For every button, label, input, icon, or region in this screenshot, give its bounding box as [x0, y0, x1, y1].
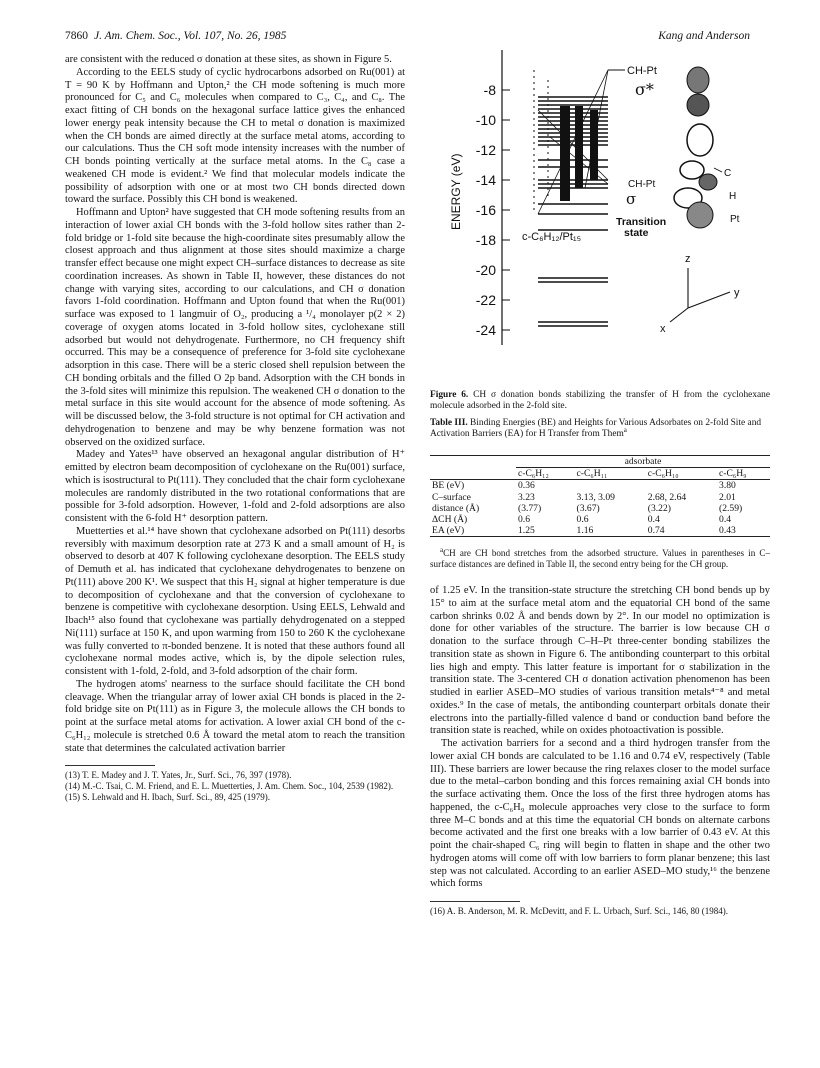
band-block: [575, 106, 583, 188]
tick-label: -16: [475, 202, 496, 218]
tick-label: -22: [475, 292, 496, 308]
table-corner: [430, 456, 516, 468]
orbital-lobe: [699, 174, 717, 190]
table-cell: 3.13, 3.09: [576, 491, 615, 503]
table-header-cell: c-C₆H₁₂: [516, 468, 575, 480]
label-platinum: Pt: [730, 214, 740, 225]
label-state: state: [624, 227, 649, 239]
table-cell: [575, 480, 646, 492]
orbital-lobe: [687, 94, 709, 116]
pointer-line: [714, 168, 722, 172]
label-hydrogen: H: [729, 191, 737, 202]
table-note-text: CH are CH bond stretches from the adsorbed structure. Values in parentheses in C–surface distances are defined in Table II, the second entry being for the CH group.: [430, 548, 770, 569]
label-x: x: [660, 323, 666, 335]
table-cell: 0.4: [647, 514, 660, 526]
label-transition: Transition: [616, 216, 667, 228]
row-label: BE (eV): [432, 480, 465, 492]
table-row: [430, 480, 770, 492]
table-title-text: Binding Energies (BE) and Heights for Various Adsorbates on 2-fold Site and Activation Barriers (EA) for H Transfer from Them: [430, 418, 762, 440]
caption-number: Figure 6.: [430, 390, 469, 400]
orbital-sketch-top: [687, 67, 713, 156]
label-carbon: C: [724, 168, 732, 179]
table-cell: 3.23: [518, 491, 535, 503]
table-cell: [646, 480, 717, 492]
y-axis: [688, 292, 730, 308]
footnote: (14) M.-C. Tsai, C. M. Friend, and E. L. Muetterties, J. Am. Chem. Soc., 104, 2539 (1982).: [65, 781, 394, 792]
table-header-cell: c-C₆H₉: [717, 468, 770, 480]
tick-label: -20: [475, 262, 496, 278]
orbital-lobe: [687, 124, 713, 156]
row-label: C–surface: [432, 491, 471, 503]
table-row: [430, 525, 770, 537]
footnote: (16) A. B. Anderson, M. R. McDevitt, and F. L. Urbach, Surf. Sci., 146, 80 (1984).: [430, 906, 729, 916]
label-sigma: σ: [626, 190, 637, 208]
footnote: (15) S. Lehwald and H. Ibach, Surf. Sci., 89, 425 (1979).: [65, 791, 270, 802]
label-chpt-bonding: CH-Pt: [628, 179, 656, 190]
header-left: [65, 30, 286, 42]
right-column: [430, 585, 770, 917]
header-authors: Kang and Anderson: [658, 30, 750, 42]
figure-caption: [430, 390, 770, 413]
table-title-footnote-mark: a: [623, 426, 627, 435]
caption-text: CH σ donation bonds stabilizing the transfer of H from the cyclohexane molecule adsorbed in the 2-fold site.: [430, 390, 771, 412]
energy-level-diagram: [430, 40, 770, 385]
table-cell: 0.43: [717, 525, 770, 537]
label-y: y: [734, 287, 740, 299]
row-label: distance (Å): [432, 502, 480, 514]
table-cell: (3.77): [518, 502, 542, 514]
table-row: [430, 503, 770, 514]
orbital-lobe: [680, 161, 704, 179]
footnote: (13) T. E. Madey and J. T. Yates, Jr., Surf. Sci., 76, 397 (1978).: [65, 770, 292, 781]
paragraph: Hoffmann and Upton² have suggested that CH mode softening results from an interaction of lower axial CH bonds with the 3-fold hollow sites rather than 2-fold bridge or 1-fold site because the high-coordinate sites presumably allow the closest approach and thus alignment at those sites should maximize a charge transfer effect because one might expect CH–surface distances to decrease as site coordination increases. As shown in Table II, however, these distances do not change with varying sites, according to our calculations, and CH σ donation favors 1-fold coordination. Hoffmann and Upton found that when the Ru(001) surface was exposed to 1 langmuir of O₂, producing a ¹/₄ monolayer p(2 × 2) coverage of oxygen atoms located in 3-fold hollow sites, cyclohexane still adsorbed but would not dehydrogenate. Furthermore, no CH frequency shift occurred. This may be a consequence of preference for 3-fold site cyclohexane adsorption in this case. There will be a steric closed shell repulsion between the CH bonding orbitals and the filled O 2p band. Adsorption with the CH bonds in the 3-fold sites will minimize this repulsion. The weakened CH σ donation to the metal surface in this site would account for the absence of mode softening. As will be discussed below, the 3-fold structure is not optimal for CH activation and dehydrogenation to benzene and may be why benzene formation was not observed on the oxidized surface.: [65, 207, 405, 448]
table-header-cell: c-C₆H₁₀: [646, 468, 717, 480]
label-chpt-antibonding: CH-Pt: [627, 65, 657, 77]
coordinate-axes: [670, 268, 730, 322]
tick-label: -18: [475, 232, 496, 248]
table-cell: (3.67): [576, 502, 600, 514]
row-label: EA (eV): [430, 525, 516, 537]
paragraph: According to the EELS study of cyclic hydrocarbons adsorbed on Ru(001) at T = 90 K by Hoffmann and Upton,² the CH mode softening is much more pronounced for C₅ and C₆ molecules when compared to C₃, C₄, and C₈. The exact fitting of CH bonds on the hexagonal surface lattice gives the enhanced lower energy peak intensity because the CH to metal σ donation is maximized when the CH bonds are aimed directly at the surface metal atoms, according to our calculations. Thus the CH soft mode intensity increases with the number of CH bonds pointing vertically at the surface metal atoms. In the C₈ case a weakened CH mode is evident.² We find that molecular models indicate the possibility of adsorption with one or at most two CH bonds directed down toward the surface. Possibly this CH bond is weakened.: [65, 66, 405, 206]
paragraph: of 1.25 eV. In the transition-state structure the stretching CH bond bends up by 15° to aim at the surface metal atom and the equatorial CH bond of the same carbon shrinks 0.02 Å and bends down by 2°. In our model no optimization is done for other variables of the structure. The barrier is low because CH σ donation to the surface through C–H–Pt three-center bonding stabilizes the transition state as shown in Figure 6. The antibonding counterpart to this orbital lies high and empty. This latter feature is important for σ stabilization in the transition state. The 3-centered CH σ donation activation phenomenon has been studied in earlier ASED–MO studies of various transition metals⁴⁻⁸ and metal oxides.⁹ In the case of metals, the antibonding counterpart orbitals donate their electrons into the partially-filled valence d band or conduction band before the transition state is reached, while on oxides photoactivation is possible.: [430, 585, 770, 737]
tick-label: -12: [475, 142, 496, 158]
band-block: [560, 106, 570, 201]
table-cell: 0.6: [576, 514, 589, 526]
paragraph: are consistent with the reduced σ donation at these sites, as shown in Figure 5.: [65, 54, 392, 65]
table-cell: 2.68, 2.64: [647, 491, 687, 503]
paragraph: Muetterties et al.¹⁴ have shown that cyclohexane adsorbed on Pt(111) desorbs reversibly with maximum desorption rate at 273 K and a small amount of H₂ is observed to desorb at 407 K following cyclohexane desorption. The EELS study of Demuth et al. has indicated that cyclohexane dehydrogenates to benzene on Pt(111) above 200 K¹. We suspect that this H₂ signal at higher temperature is due to decomposition of cyclohexane and that the conversion of cyclohexane to benzene is competitive with cyclohexane desorption. Using EELS, Lehwald and Ibach¹⁵ also found that cyclohexane was partially dehydrogenated on a stepped Ni(111) surface at 150 K, and upon warming from 150 to 260 K the cyclohexane was fully converted to π-bonded benzene. It is noted that these authors found all cyclohexane normal modes active, which is, by the dipole selection rules, consistent with 1-fold, 2-fold, and 3-fold adsorption of the chair form.: [65, 525, 405, 677]
paragraph: Madey and Yates¹³ have observed an hexagonal angular distribution of H⁺ emitted by electron beam decomposition of cyclohexane on the Ru(001) surface, which is isostructural to Pt(111). They concluded that the chair form cyclohexane molecules are randomly distributed in the two rotational conformations that are possible for 3-fold adsorption. However, 1-fold and 2-fold adsorptions are also consistent with the 6-fold H⁺ desorption pattern.: [65, 449, 405, 524]
tick-label: -14: [475, 172, 496, 188]
table-row: [430, 514, 770, 525]
table-title: [430, 418, 770, 441]
journal-citation: J. Am. Chem. Soc., Vol. 107, No. 26, 1985: [94, 30, 287, 42]
left-column: [65, 54, 405, 803]
footnote-rule: [65, 765, 155, 766]
table-footnote: [430, 548, 770, 570]
label-sigma-star: σ*: [635, 80, 654, 99]
tick-group: [476, 82, 510, 338]
orbital-lobe: [687, 67, 709, 93]
table-group-row: [430, 456, 770, 468]
label-z: z: [685, 253, 691, 265]
table-group-header: adsorbate: [516, 456, 770, 468]
figure-6: [430, 40, 770, 385]
tick-label: -8: [483, 82, 496, 98]
row-label: ΔCH (Å): [432, 514, 468, 526]
table-cell: 0.74: [646, 525, 717, 537]
table-cell: 3.80: [719, 480, 736, 492]
table-cell: 1.16: [575, 525, 646, 537]
table-cell: 0.4: [719, 514, 732, 526]
table-header-row: [430, 468, 770, 480]
table-cell: (2.59): [719, 502, 743, 514]
orbital-lobe: [687, 202, 713, 228]
orbital-sketch-bottom: [674, 161, 717, 228]
table-3: [430, 455, 770, 537]
paragraph: The hydrogen atoms' nearness to the surface should facilitate the CH bond cleavage. When the triangular array of lower axial CH bonds is placed in the 2-fold bridge site on Pt(111) as in Figure 3, the molecule allows the CH bonds to point at the surface metal atoms for activation. A lower axial CH bond of the c-C₆H₁₂ molecule is stretched 0.6 Å toward the metal atom to reach the transition state that determines the calculated activation barrier: [65, 678, 405, 754]
table-header-cell: [430, 468, 516, 480]
page-number: 7860: [65, 30, 88, 42]
table-cell: 2.01: [719, 491, 736, 503]
table-cell: 0.6: [518, 514, 530, 526]
table-number: Table III.: [430, 418, 468, 428]
table-cell: (3.22): [647, 502, 671, 514]
tick-label: -24: [475, 322, 496, 338]
band-block: [590, 110, 598, 180]
tick-label: -10: [475, 112, 496, 128]
x-axis: [670, 308, 688, 322]
table-row: [430, 492, 770, 503]
table-cell: 0.36: [518, 480, 535, 492]
footnote-rule: [430, 901, 520, 902]
energy-axis-label: ENERGY (eV): [449, 153, 463, 230]
table-cell: 1.25: [516, 525, 575, 537]
table-note-mark: a: [440, 546, 444, 554]
paragraph: The activation barriers for a second and a third hydrogen transfer from the lower axial CH bonds are calculated to be 1.16 and 0.74 eV, respectively (Table III). These barriers are lower because the ring relaxes closer to the model surface due to the metal–carbon bonding and this forces remaining axial CH bonds into the surface activating them. Once the loss of the first three hydrogen atoms has happened, the c-C₆H₉ molecule approaches very close to the surface to form three M–C bonds and at this time the equatorial CH bonds on alternate carbons become activated and the first one breaks with a low barrier of 0.43 eV. At this point the chair-shaped C₆ ring will begin to flatten in shape and the other two hydrogen atoms will come off with low barriers to form planar benzene; this last step was not calculated. According to an earlier ASED–MO study,¹⁶ the benzene which forms: [430, 738, 770, 890]
label-molecule: c-C₆H₁₂/Pt₁₅: [522, 231, 582, 243]
table-header-cell: c-C₆H₁₁: [575, 468, 646, 480]
